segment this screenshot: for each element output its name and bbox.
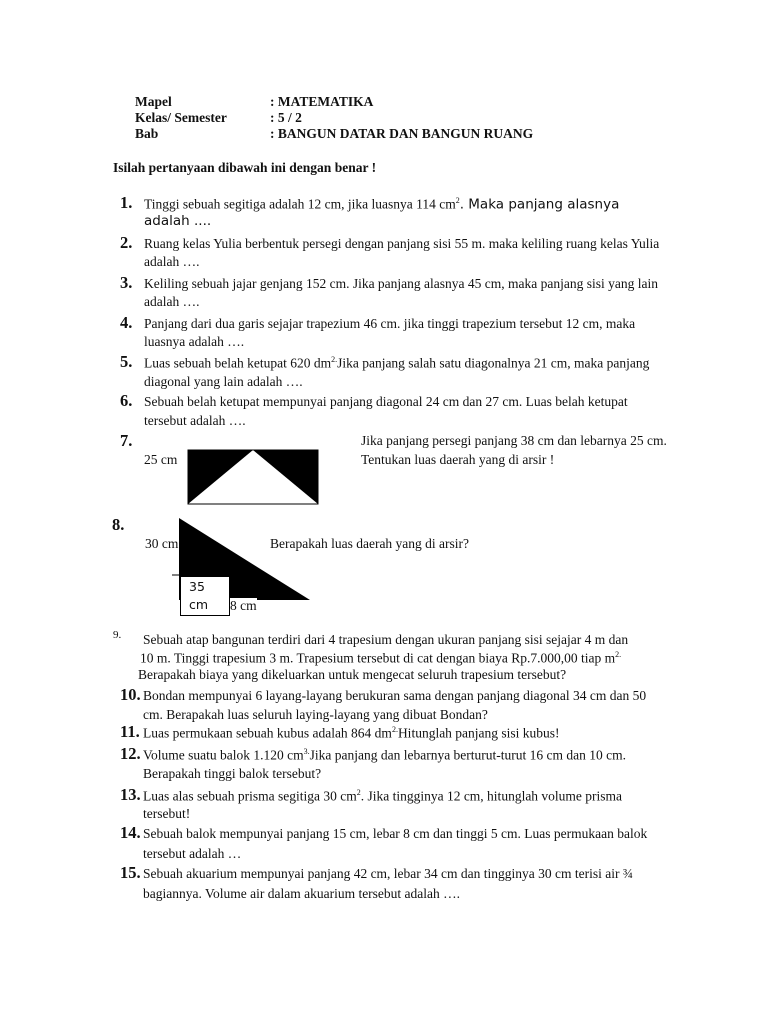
q7-text-line2: Tentukan luas daerah yang di arsir ! [361,452,555,467]
q5-number: 5. [120,352,133,371]
q9-text: Sebuah atap bangunan terdiri dari 4 trapesium dengan ukuran panjang sisi sejajar 4 m dan [143,632,629,647]
q4-number: 4. [120,313,133,332]
q8-box-line1: 35 [189,579,205,594]
q14-text-line2: tersebut adalah … [143,846,242,861]
q4-text-line2: luasnya adalah …. [144,334,245,349]
q1-text-line2: adalah .... [144,213,212,229]
q12-text-line2: Berapakah tinggi balok tersebut? [143,766,322,781]
q7-number: 7. [120,431,133,450]
q5-text: Luas sebuah belah ketupat 620 $dm^{2.}Jika$ panjang salah satu diagonalnya 21 cm, maka panjang [144,355,650,371]
q15-text: Sebuah akuarium mempunyai panjang 42 cm, lebar 34 cm dan tingginya 30 cm terisi air ¾ [143,866,633,881]
q8-text-box [180,576,230,616]
q8-label-8cm: 8 cm [230,598,257,613]
q7-figure [187,449,319,505]
kelas-value: : 5 / 2 [270,110,302,125]
q15-text-line2: bagiannya. Volume air dalam akuarium tersebut adalah …. [143,886,461,901]
kelas-label: Kelas/ Semester [135,110,227,125]
bab-value: : BANGUN DATAR DAN BANGUN RUANG [270,126,534,141]
q2-text: Ruang kelas Yulia berbentuk persegi dengan panjang sisi 55 m. maka keliling ruang kelas Yulia [144,236,660,251]
bab-label: Bab [135,126,159,141]
q7-label-25cm: 25 cm [144,452,178,467]
q9-number: 9. [113,629,122,641]
q4-text: Panjang dari dua garis sejajar trapezium 46 cm. jika tinggi trapezium tersebut 12 cm, maka [144,316,636,331]
q13-text-line2: tersebut! [143,806,191,821]
q6-number: 6. [120,391,133,410]
q8-text: Berapakah luas daerah yang di arsir? [270,536,470,551]
mapel-label: Mapel [135,94,172,109]
mapel-value: : MATEMATIKA [270,94,374,109]
q8-label-30cm: 30 cm [145,536,179,551]
q1-number: 1. [120,193,133,212]
q10-text: Bondan mempunyai 6 layang-layang berukuran sama dengan panjang diagonal 34 cm dan 50 [143,688,647,703]
q5-text-line2: diagonal yang lain adalah …. [144,374,303,389]
instruction: Isilah pertanyaan dibawah ini dengan benar ! [113,160,377,175]
q6-text: Sebuah belah ketupat mempunyai panjang diagonal 24 cm dan 27 cm. Luas belah ketupat [144,394,628,409]
q8-box-line2: cm [189,597,209,612]
q15-number: 15. [120,863,141,882]
q2-number: 2. [120,233,133,252]
q9-text-line2: 10 m. Tinggi trapesium 3 m. Trapesium tersebut di cat dengan biaya Rp.7.000,00 tiap $m^{2.}$ [140,650,622,666]
q14-number: 14. [120,823,141,842]
q1-text: Tinggi sebuah segitiga adalah 12 cm, jika luasnya 114 $cm^2$. Maka panjang alasnya [144,196,620,213]
q6-text-line2: tersebut adalah …. [144,413,246,428]
q10-number: 10. [120,685,141,704]
q12-number: 12. [120,744,141,763]
q9-text-line3: Berapakah biaya yang dikeluarkan untuk mengecat seluruh trapesium tersebut? [138,667,567,682]
q3-text: Keliling sebuah jajar genjang 152 cm. Jika panjang alasnya 45 cm, maka panjang sisi yang lain [144,276,658,291]
q13-text: Luas alas sebuah prisma segitiga 30 $cm^2$. Jika tingginya 12 cm, hitunglah volume prisma [143,788,623,804]
q2-text-line2: adalah …. [144,254,200,269]
q14-text: Sebuah balok mempunyai panjang 15 cm, lebar 8 cm dan tinggi 5 cm. Luas permukaan balok [143,826,648,841]
q3-number: 3. [120,273,133,292]
q12-text: Volume suatu balok 1.120 $cm^{3.}Jika$ panjang dan lebarnya berturut-turut 16 cm dan 10 cm. [143,747,627,763]
q7-text: Jika panjang persegi panjang 38 cm dan lebarnya 25 cm. [361,433,667,448]
q13-number: 13. [120,785,141,804]
q10-text-line2: cm. Berapakah luas seluruh laying-layang yang dibuat Bondan? [143,707,488,722]
q11-text: Luas permukaan sebuah kubus adalah 864 $dm^{2.}Hitunglah$ panjang sisi kubus! [143,725,560,741]
q3-text-line2: adalah …. [144,294,200,309]
q8-number: 8. [112,515,125,534]
q11-number: 11. [120,722,140,741]
